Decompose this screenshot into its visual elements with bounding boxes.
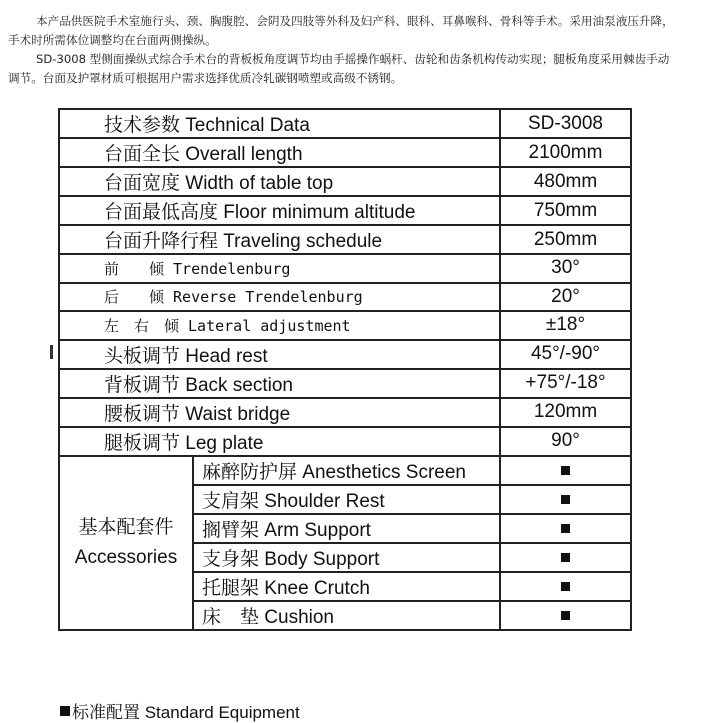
accessory-label: 床 垫 Cushion <box>193 601 500 630</box>
intro-text <box>8 12 680 88</box>
legend <box>60 698 300 723</box>
spec-row <box>59 167 631 196</box>
spec-value: 30° <box>500 254 631 283</box>
accessory-label: 支肩架 Shoulder Rest <box>193 485 500 514</box>
accessory-label: 托腿架 Knee Crutch <box>193 572 500 601</box>
spec-value: 750mm <box>500 196 631 225</box>
spec-row <box>59 283 631 312</box>
standard-marker <box>500 543 631 572</box>
accessories-group-label <box>59 456 193 630</box>
spec-label: 头板调节 Head rest <box>59 340 500 369</box>
spec-label: 腿板调节 Leg plate <box>59 427 500 456</box>
spec-value: 250mm <box>500 225 631 254</box>
spec-label: 台面升降行程 Traveling schedule <box>59 225 500 254</box>
spec-value: 480mm <box>500 167 631 196</box>
accessory-label: 麻醉防护屏 Anesthetics Screen <box>193 456 500 485</box>
spec-value: 45°/-90° <box>500 340 631 369</box>
spec-row <box>59 225 631 254</box>
spec-row <box>59 196 631 225</box>
spec-label: 背板调节 Back section <box>59 369 500 398</box>
spec-label: 台面宽度 Width of table top <box>59 167 500 196</box>
spec-row <box>59 138 631 167</box>
accessories-label-en: Accessories <box>74 546 178 568</box>
standard-marker <box>500 514 631 543</box>
accessory-label: 支身架 Body Support <box>193 543 500 572</box>
spec-label: 台面全长 Overall length <box>59 138 500 167</box>
spec-row <box>59 427 631 456</box>
accessory-row <box>59 456 631 485</box>
filled-square-icon <box>561 466 570 475</box>
legend-text: 标准配置 Standard Equipment <box>72 703 300 722</box>
spec-row <box>59 340 631 369</box>
filled-square-icon <box>561 553 570 562</box>
intro-paragraph-1: 本产品供医院手术室施行头、颈、胸腹腔、会阴及四肢等外科及妇产科、眼科、耳鼻喉科、骨科等手术。采用油泵液压升降，手术时所需体位调整均在台面两侧操纵。 <box>8 14 674 47</box>
spec-value: 120mm <box>500 398 631 427</box>
spec-label: 腰板调节 Waist bridge <box>59 398 500 427</box>
spec-row <box>59 398 631 427</box>
spec-value: 90° <box>500 427 631 456</box>
spec-row <box>59 369 631 398</box>
margin-mark <box>50 345 53 359</box>
spec-value: 2100mm <box>500 138 631 167</box>
spec-value: 20° <box>500 283 631 312</box>
model-number: SD-3008 <box>500 109 631 138</box>
accessory-label: 搁臂架 Arm Support <box>193 514 500 543</box>
standard-marker <box>500 456 631 485</box>
filled-square-icon <box>561 611 570 620</box>
accessories-label-cn: 基本配套件 <box>78 516 174 538</box>
spec-value: ±18° <box>500 311 631 340</box>
header-label: 技术参数 Technical Data <box>59 109 500 138</box>
spec-row <box>59 254 631 283</box>
table-header-row <box>59 109 631 138</box>
filled-square-icon <box>60 706 70 716</box>
spec-label: 后 倾 Reverse Trendelenburg <box>59 283 500 312</box>
spec-label: 左 右 倾 Lateral adjustment <box>59 311 500 340</box>
spec-label: 台面最低高度 Floor minimum altitude <box>59 196 500 225</box>
intro-paragraph-2: SD-3008 型侧面操纵式综合手术台的背板板角度调节均由手摇操作蜗杆、齿轮和齿条机构传动实现；腿板角度采用棘齿手动调节。台面及护罩材质可根据用户需求选择优质冷轧碳钢喷塑或高级不锈钢。 <box>8 52 670 85</box>
standard-marker <box>500 485 631 514</box>
filled-square-icon <box>561 524 570 533</box>
filled-square-icon <box>561 582 570 591</box>
spec-value: +75°/-18° <box>500 369 631 398</box>
standard-marker <box>500 572 631 601</box>
spec-label: 前 倾 Trendelenburg <box>59 254 500 283</box>
filled-square-icon <box>561 495 570 504</box>
spec-row <box>59 311 631 340</box>
spec-table <box>58 108 632 631</box>
standard-marker <box>500 601 631 630</box>
